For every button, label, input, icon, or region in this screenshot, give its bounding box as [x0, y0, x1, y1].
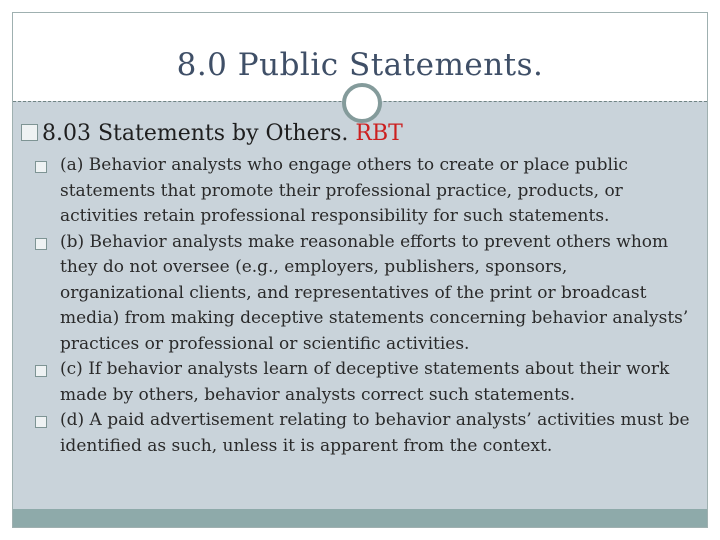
slide — [12, 12, 708, 528]
circle-ornament-icon — [342, 83, 382, 123]
section-heading-text: 8.03 Statements by Others. — [42, 121, 349, 146]
slide-title: 8.0 Public Statements. — [176, 47, 544, 83]
bullet-text: (a) Behavior analysts who engage others to create or place public statements that promote their professional practice, products, or activities retain professional responsibility for such statements. — [60, 155, 628, 226]
square-bullet-icon — [21, 124, 38, 141]
bullet-item-c — [35, 357, 695, 408]
bullet-text: (b) Behavior analysts make reasonable efforts to prevent others whom they do not oversee (e.g., employers, publishers, sponsors, organizational clients, and representatives of the print or broadcast media) from making deceptive statements concerning behavior analysts’ practices or professional or scientific activities. — [60, 231, 689, 354]
section-tag: RBT — [355, 121, 403, 146]
section-heading — [21, 121, 403, 146]
bullet-item-a — [35, 153, 695, 230]
square-bullet-icon — [35, 416, 47, 428]
bullet-item-d — [35, 408, 695, 459]
bullet-text: (c) If behavior analysts learn of deceptive statements about their work made by others, behavior analysts correct such statements. — [60, 359, 670, 405]
footer-bar — [13, 509, 707, 527]
square-bullet-icon — [35, 365, 47, 377]
square-bullet-icon — [35, 161, 47, 173]
bullet-item-b — [35, 230, 695, 358]
square-bullet-icon — [35, 238, 47, 250]
bullet-text: (d) A paid advertisement relating to behavior analysts’ activities must be identified as such, unless it is apparent from the context. — [60, 410, 690, 456]
